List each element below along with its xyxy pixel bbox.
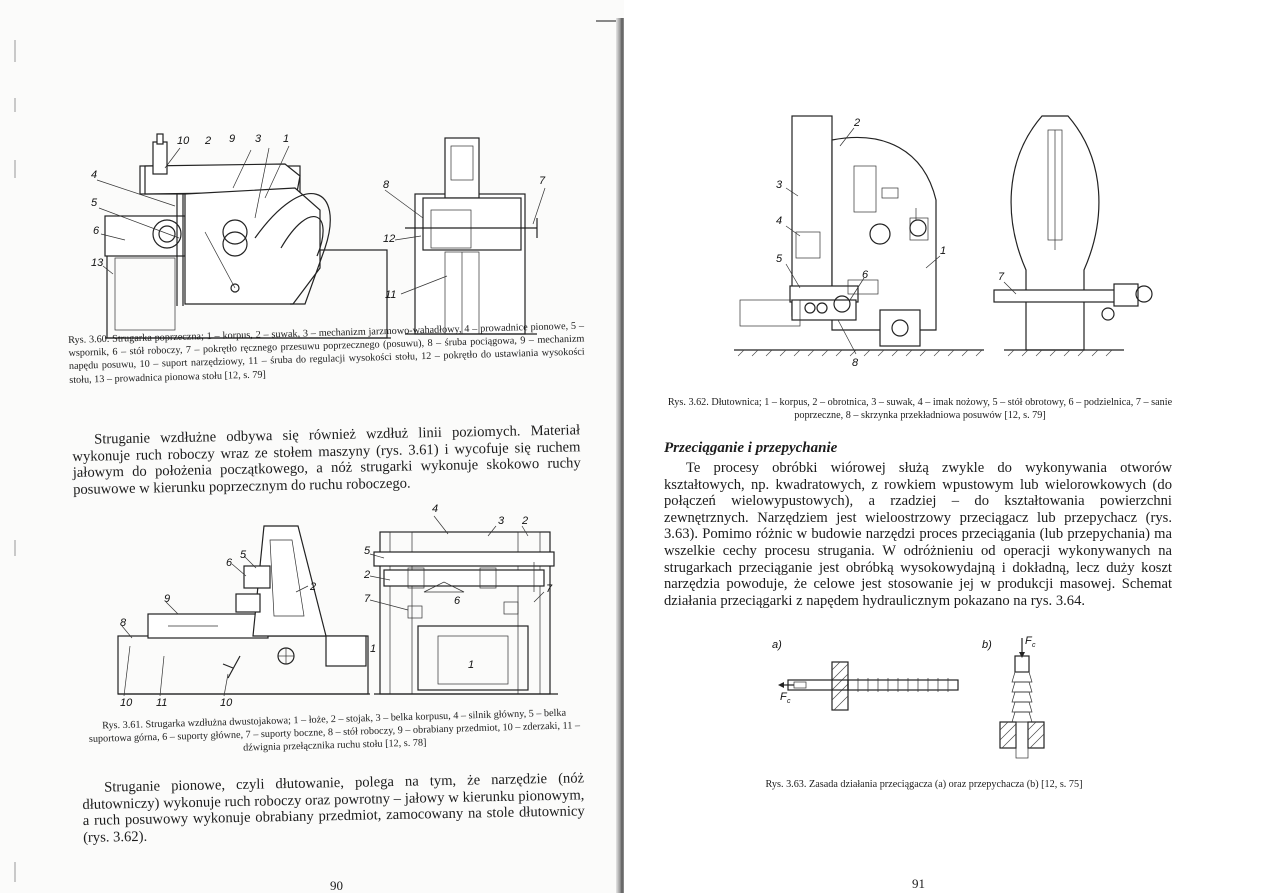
figure-label: 1 [283, 133, 290, 145]
figure-label: 4 [776, 215, 783, 227]
figure-label: 1 [468, 659, 475, 671]
figure-label: 10 [220, 697, 233, 709]
figure-label: 3 [255, 133, 262, 145]
page-number: 91 [912, 876, 925, 891]
figure-label: 8 [852, 357, 859, 369]
figure-label: 12 [383, 233, 396, 245]
paragraph [664, 460, 1172, 609]
figure-label: 2 [205, 135, 212, 147]
figure-label: 6 [862, 269, 869, 281]
figure-3-60-drawing [85, 128, 585, 343]
figure-label: 6 [93, 225, 100, 237]
paragraph-text: Te procesy obróbki wiórowej służą zwykle do wykonywania otworów kształtowych, np. kwadratowych, z rowkiem wpustowym lub wielorowkowych (do połączeń wielowypustowych), a rzadziej – do kształtowania powierzchni zewnętrznych. Narzędziem jest wieloostrzowy przeciągacz lub przepychacz (rys. 3.63). Pomimo różnic w budowie narzędzi proces przeciągania (lub przepychania) ma wszelkie cechy procesu strugania. W odróżnieniu od operacji wykonywanych na strugarkach przeciąganie jest obróbką wysokowydajną i dokładną, lecz duży koszt narzędzia powoduje, że celowe jest stosowanie jej w produkcji masowej. Schemat działania przeciągarki z napędem hydraulicznym pokazano na rys. 3.64. [664, 460, 1172, 609]
figure-label: 3 [776, 179, 783, 191]
figure-label: 2 [854, 117, 861, 129]
figure-label: 5 [364, 545, 371, 557]
figure-3-63-drawing [772, 634, 1092, 762]
figure-3-61-drawing [108, 496, 578, 710]
figure-label: 4 [432, 503, 439, 515]
force-label: F [1025, 635, 1032, 647]
figure-label: 8 [383, 179, 390, 191]
figure-3-63-caption: Rys. 3.63. Zasada działania przeciągacza (a) oraz przepychacza (b) [12, s. 75] [765, 779, 1083, 790]
figure-label: 1 [370, 643, 377, 655]
figure-label: 2 [364, 569, 371, 581]
figure-label: 7 [998, 271, 1005, 283]
figure-subfigure-label: b) [982, 639, 992, 651]
figure-label: 11 [385, 289, 397, 301]
figure-label: 7 [364, 593, 371, 605]
figure-label: 5 [776, 253, 783, 265]
figure-3-60-caption: Rys. 3.60. Strugarka poprzeczna; 1 – korpus, 2 – suwak, 3 – mechanizm jarzmowo-wahadłowy, 4 – prowadnice pionowe, 5 – wspornik, 6 – stół roboczy, 7 – pokrętło ręcznego przesuwu poprzecznego (posuwu), 8 – śruba pociągowa, 9 – mechanizm napędu posuwu, 10 – suport narzędziowy, 11 – śruba do regulacji wysokości stołu, 12 – pokrętło do ustawiania wysokości stołu, 13 – prowadnica pionowa stołu [12, s. 79] [68, 320, 585, 386]
figure-label: 9 [229, 133, 236, 145]
figure-3-62-caption: Rys. 3.62. Dłutownica; 1 – korpus, 2 – obrotnica, 3 – suwak, 4 – imak nożowy, 5 – stół obrotowy, 6 – podzielnica, 7 – sanie poprzeczne, 8 – skrzynka przekładniowa posuwów [12, s. 79] [667, 397, 1173, 422]
figure-label: 11 [156, 697, 168, 709]
page-edge-mark [14, 40, 16, 62]
figure-label: 10 [120, 697, 133, 709]
force-label: F [780, 691, 787, 703]
page-number: 90 [330, 878, 343, 893]
figure-label: 4 [91, 169, 98, 181]
figure-label: 2 [310, 581, 317, 593]
paragraph-text: Struganie wzdłużne odbywa się również wzdłuż linii poziomych. Materiał wykonuje ruch roboczy wraz ze stołem maszyny (rys. 3.61) i wycofuje się ruchem jałowym do położenia początkowego, a nóż strugarki wykonuje skokowo ruchy posuwowe w kierunku poprzecznym do ruchu roboczego. [72, 422, 581, 498]
force-label-subscript: c [1032, 642, 1036, 649]
figure-label: 3 [498, 515, 505, 527]
figure-label: 6 [454, 595, 461, 607]
figure-label: 8 [120, 617, 127, 629]
figure-label: 7 [546, 583, 553, 595]
section-heading: Przeciąganie i przepychanie [664, 440, 838, 456]
paragraph [72, 422, 581, 498]
page-edge-mark [14, 540, 16, 556]
figure-label: 6 [226, 557, 233, 569]
page-edge-mark [14, 98, 16, 112]
figure-label: 9 [164, 593, 171, 605]
paragraph [82, 770, 585, 846]
figure-subfigure-label: a) [772, 639, 782, 651]
page-edge-mark [14, 160, 16, 178]
figure-label: 2 [522, 515, 529, 527]
figure-label: 5 [240, 549, 247, 561]
figure-3-61-caption: Rys. 3.61. Strugarka wzdłużna dwustojakowa; 1 – łoże, 2 – stojak, 3 – belka korpusu, 4 – silnik główny, 5 – belka suportowa górna, 6 – suporty główne, 7 – suporty boczne, 8 – stół roboczy, 9 – obrabiany przedmiot, 10 – zderzaki, 11 – dźwignia przełącznika ruchu stołu [12, s. 78] [88, 707, 581, 755]
left-page [0, 0, 624, 893]
figure-label: 5 [91, 197, 98, 209]
figure-3-62-drawing [704, 100, 1184, 380]
figure-label: 7 [539, 175, 546, 187]
figure-label: 1 [940, 245, 947, 257]
figure-label: 13 [91, 257, 104, 269]
paragraph-text: Struganie pionowe, czyli dłutowanie, polega na tym, że narzędzie (nóż dłutowniczy) wykonuje ruch roboczy oraz powrotny – jałowy w kierunku pionowym, a ruch posuwowy wykonuje obrabiany przedmiot, zamocowany na stole dłutownicy (rys. 3.62). [82, 770, 585, 846]
right-page [624, 0, 1263, 893]
figure-label: 10 [177, 135, 190, 147]
page-edge-mark [14, 862, 16, 882]
force-label-subscript: c [787, 698, 791, 705]
